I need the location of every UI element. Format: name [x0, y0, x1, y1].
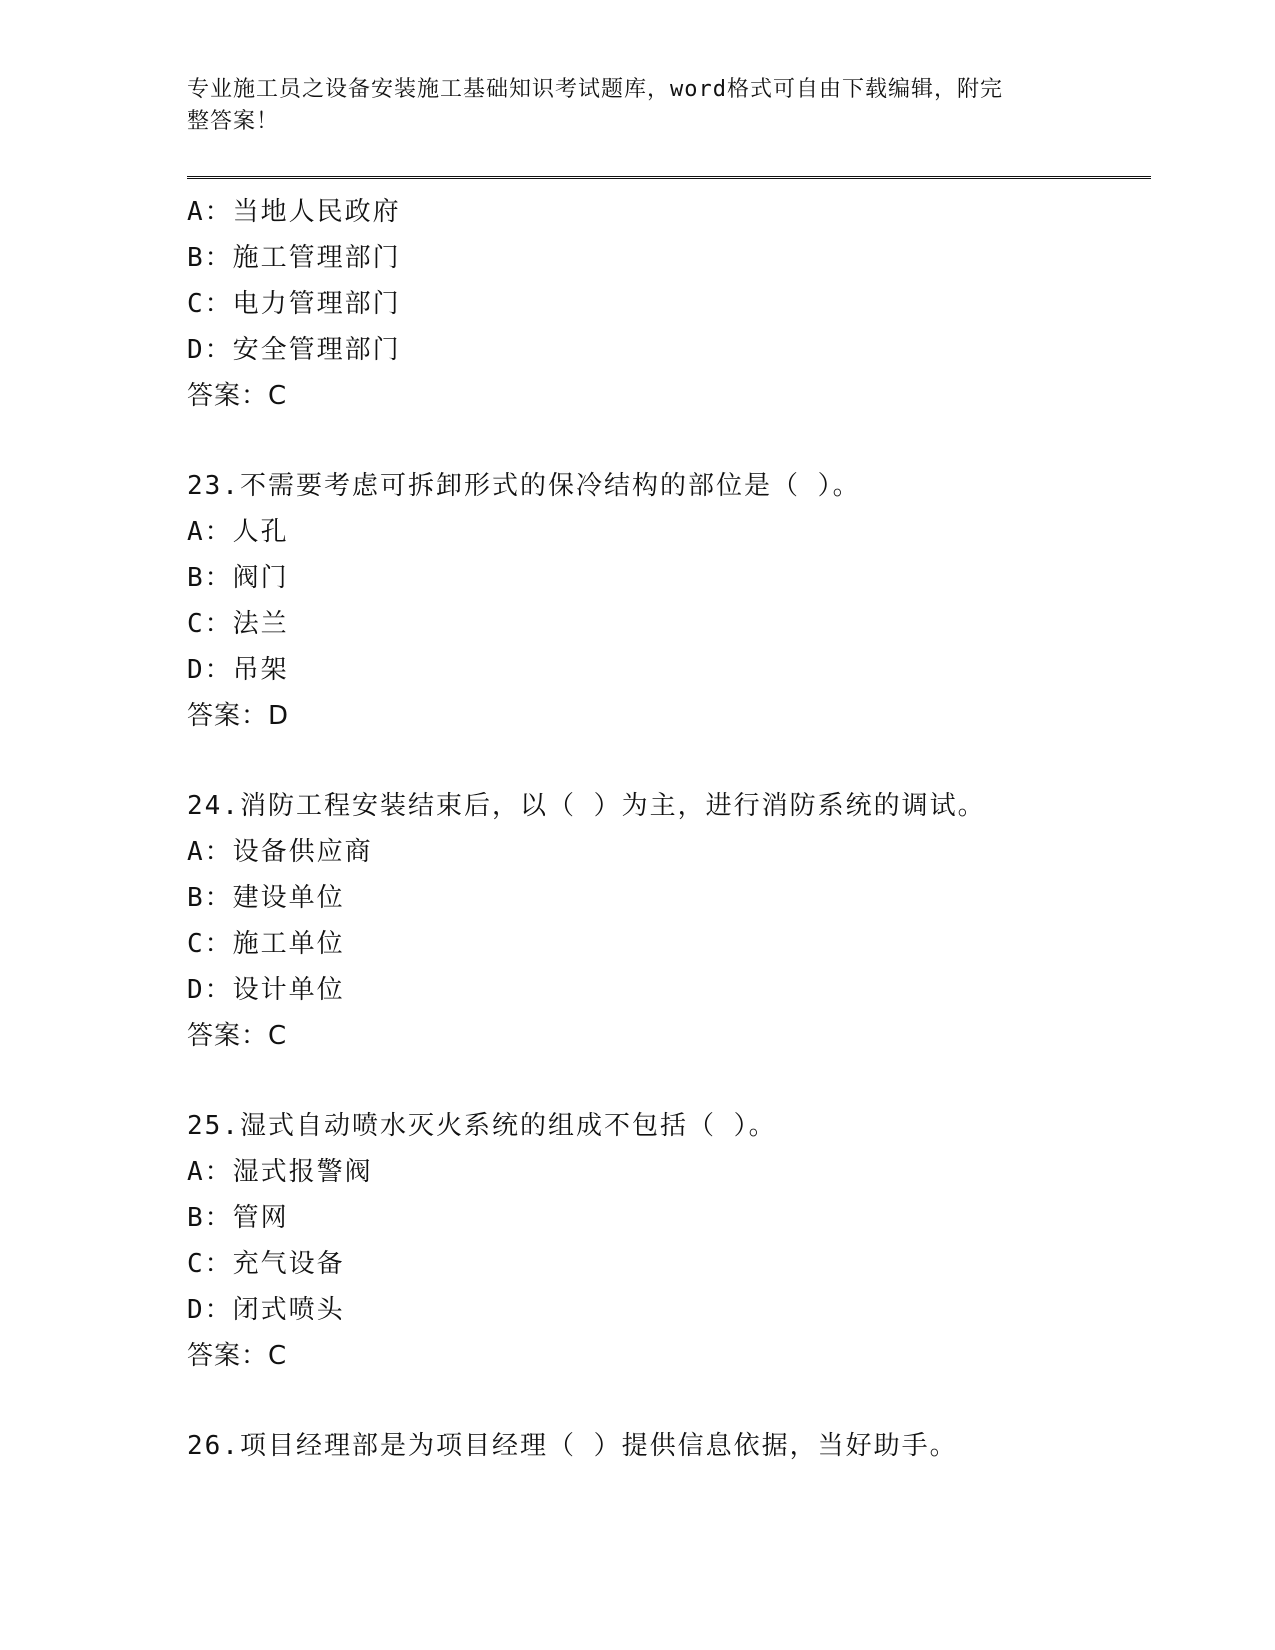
option-c: C：充气设备 — [187, 1249, 345, 1279]
option-a: A：人孔 — [187, 517, 289, 547]
header-line-2: 整答案！ — [187, 109, 280, 134]
spacer — [187, 1379, 1151, 1423]
spacer — [187, 1059, 1151, 1103]
option-a: A：当地人民政府 — [187, 197, 401, 227]
option-b: B：施工管理部门 — [187, 243, 401, 273]
question-block — [187, 1423, 1151, 1469]
option-d: D：设计单位 — [187, 975, 345, 1005]
option-d: D：安全管理部门 — [187, 335, 401, 365]
option-c: C：电力管理部门 — [187, 289, 401, 319]
question-block — [187, 1103, 1151, 1379]
question-text: 26.项目经理部是为项目经理（ ）提供信息依据，当好助手。 — [187, 1431, 958, 1461]
question-block — [187, 783, 1151, 1059]
answer-line: 答案：C — [187, 381, 288, 411]
question-text: 24.消防工程安装结束后，以（ ）为主，进行消防系统的调试。 — [187, 791, 986, 821]
question-text: 25.湿式自动喷水灭火系统的组成不包括（ ）。 — [187, 1111, 777, 1141]
header-divider — [187, 176, 1151, 179]
option-b: B：管网 — [187, 1203, 289, 1233]
option-c: C：法兰 — [187, 609, 289, 639]
spacer — [187, 739, 1151, 783]
question-block — [187, 189, 1151, 419]
option-a: A：设备供应商 — [187, 837, 373, 867]
option-b: B：建设单位 — [187, 883, 345, 913]
option-d: D：吊架 — [187, 655, 289, 685]
answer-line: 答案：D — [187, 701, 290, 731]
option-a: A：湿式报警阀 — [187, 1157, 373, 1187]
option-c: C：施工单位 — [187, 929, 345, 959]
option-d: D：闭式喷头 — [187, 1295, 345, 1325]
spacer — [187, 419, 1151, 463]
answer-line: 答案：C — [187, 1021, 288, 1051]
question-block — [187, 463, 1151, 739]
document-header — [187, 74, 1087, 138]
header-line-1: 专业施工员之设备安装施工基础知识考试题库，word格式可自由下载编辑，附完 — [187, 77, 1003, 102]
answer-line: 答案：C — [187, 1341, 288, 1371]
option-b: B：阀门 — [187, 563, 289, 593]
question-text: 23.不需要考虑可拆卸形式的保冷结构的部位是（ ）。 — [187, 471, 861, 501]
question-list — [187, 189, 1151, 1469]
